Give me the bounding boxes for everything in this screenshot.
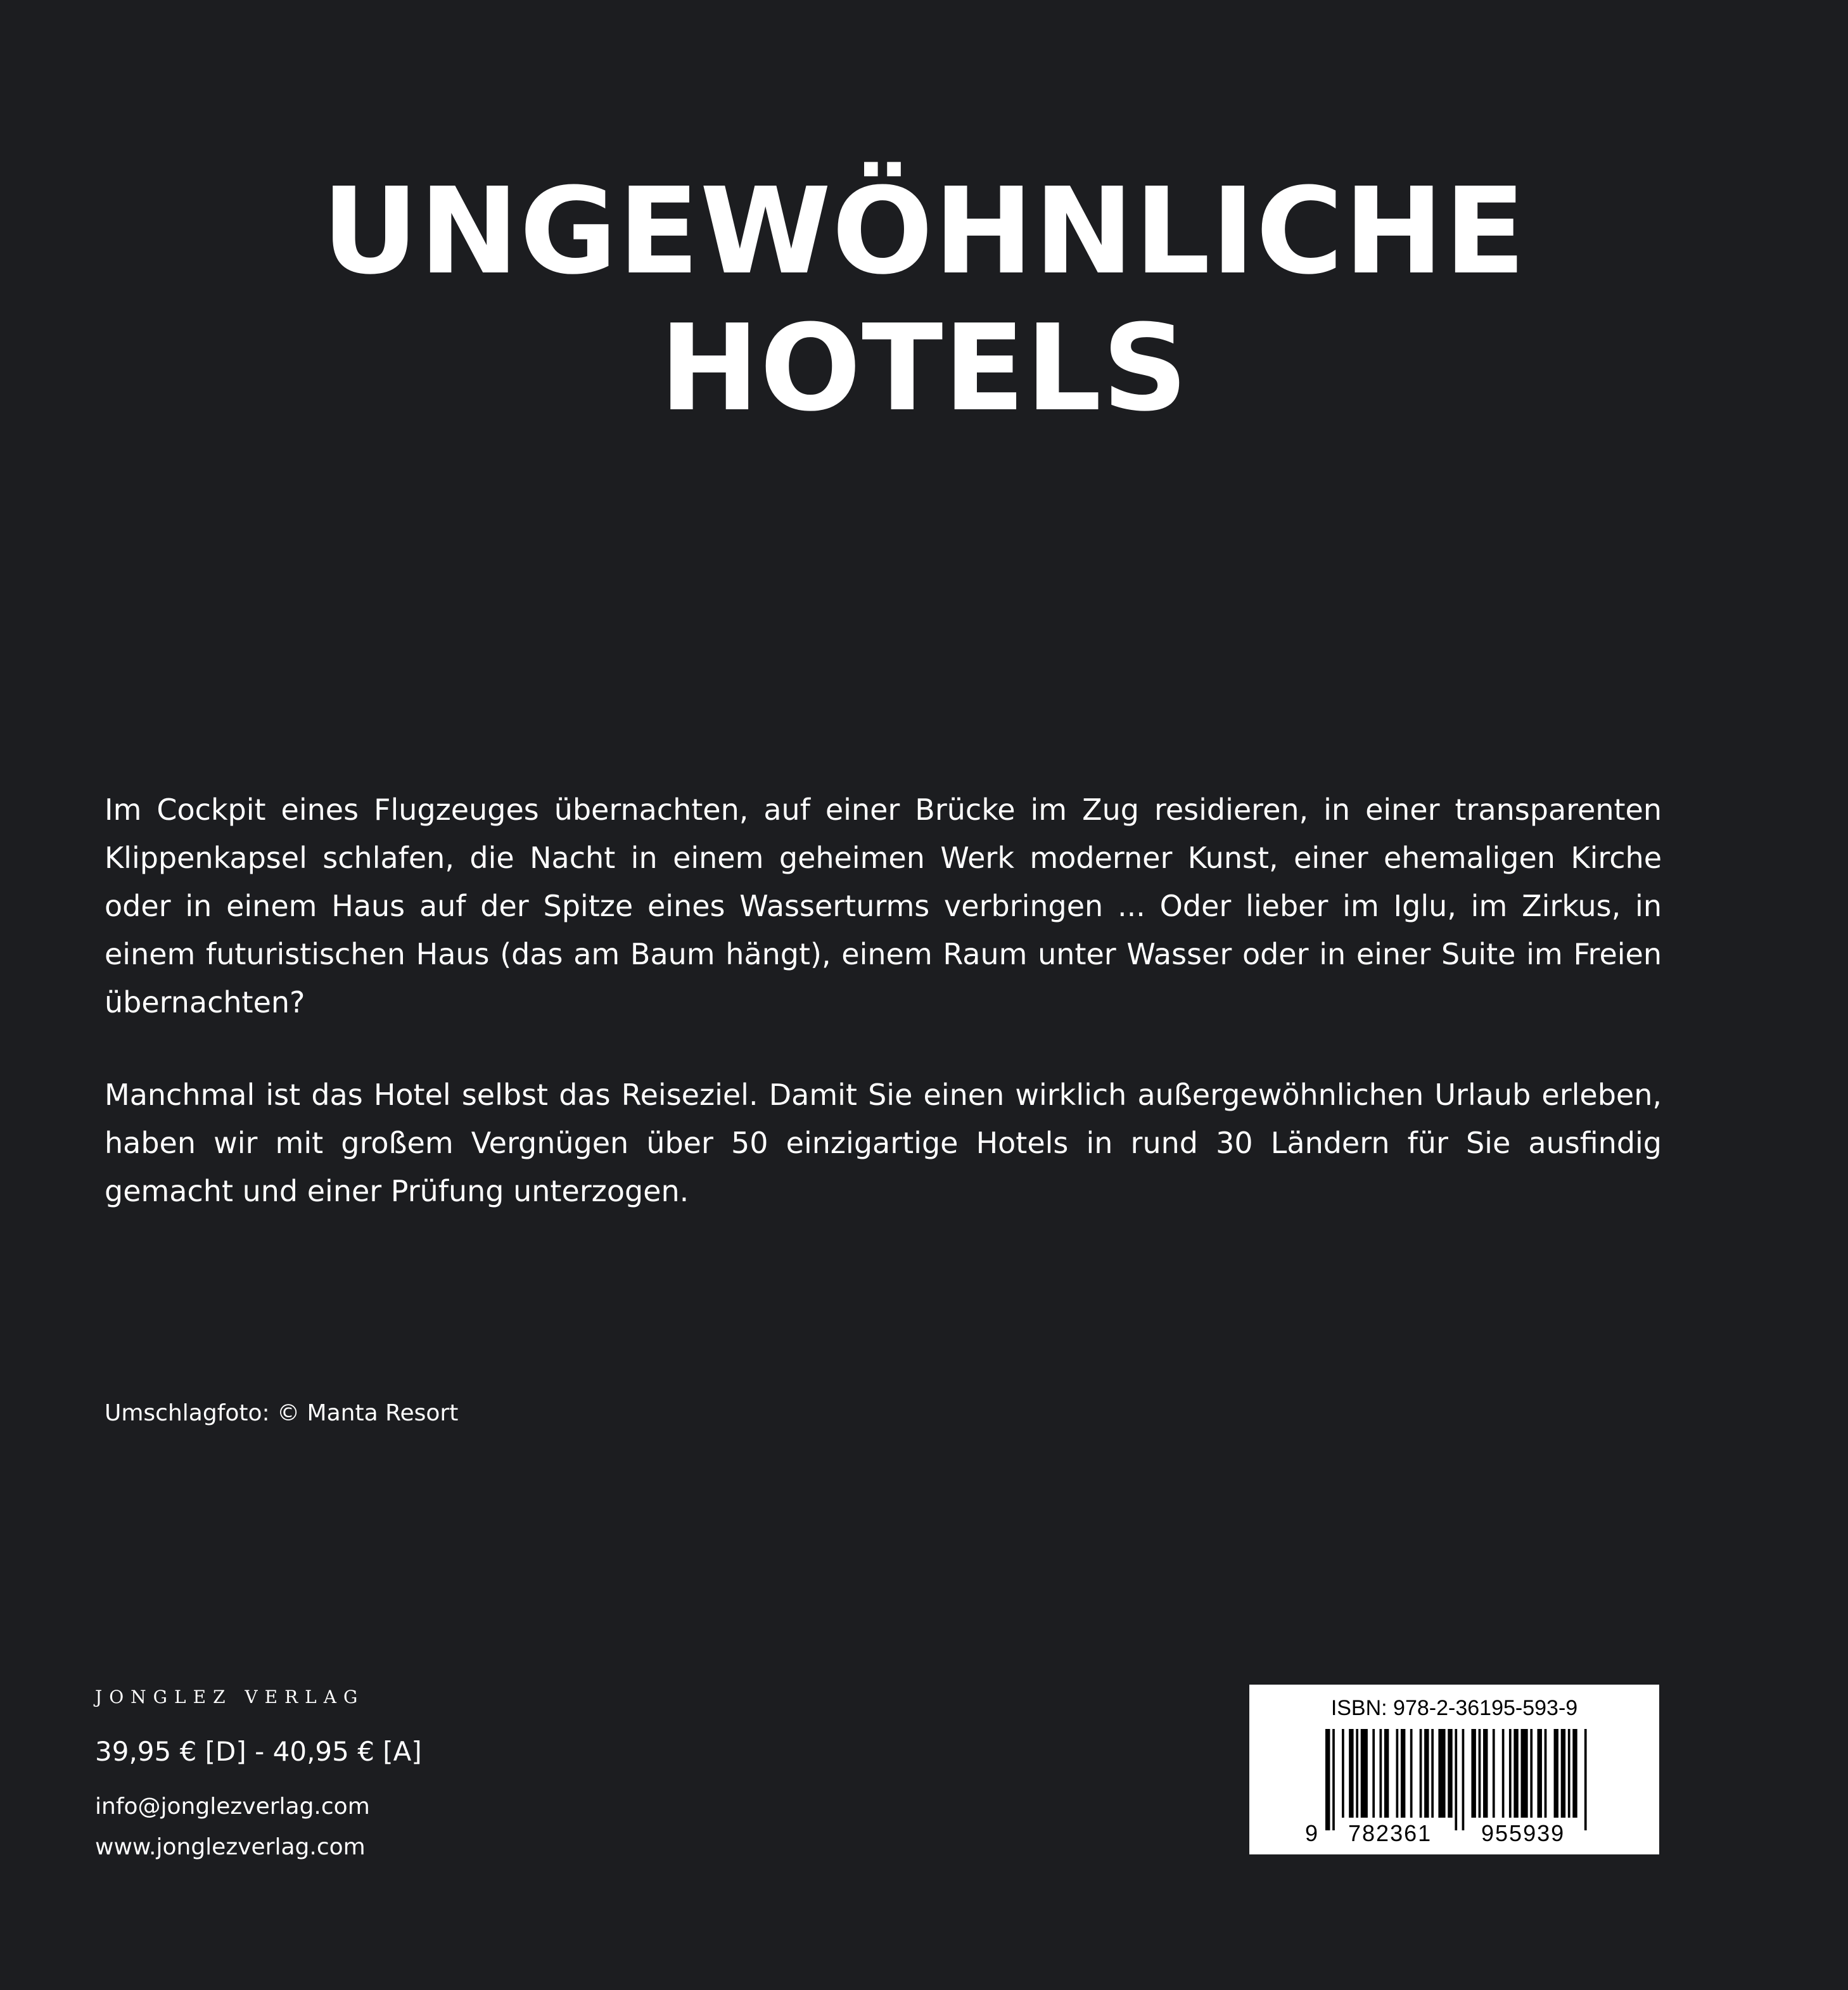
barcode-icon (1325, 1729, 1591, 1830)
isbn-barcode-box (1249, 1685, 1659, 1854)
barcode-bar (1372, 1729, 1375, 1818)
price: 39,95 € [D] - 40,95 € [A] (95, 1736, 422, 1767)
barcode-bar (1361, 1729, 1368, 1818)
barcode-bar (1349, 1729, 1353, 1818)
book-title-line-1: UNGEWÖHNLICHE (321, 162, 1527, 301)
barcode-bar (1471, 1729, 1475, 1818)
publisher-website: www.jonglezverlag.com (95, 1834, 366, 1860)
barcode-bar (1410, 1729, 1413, 1818)
description-paragraph-1: Im Cockpit eines Flugzeuges übernachten, auf einer Brücke im Zug residieren, in einer transparenten Klippenkapsel schlafen, die Nacht in einem geheimen Werk moderner Kunst, einer ehemaligen Kirche oder in einem Haus auf der Spitze eines Wasserturms verbringen ... Oder lieber im Iglu, im Zirkus, in einem futuristischen Haus (das am Baum hängt), einem Raum unter Wasser oder in einer Suite im Freien übernachten? (105, 793, 1662, 1019)
barcode-bar (1545, 1729, 1547, 1818)
barcode-bar (1554, 1729, 1558, 1818)
barcode-bar (1325, 1729, 1330, 1830)
barcode-bar (1448, 1729, 1452, 1818)
barcode-bar (1396, 1729, 1399, 1818)
barcode-bar (1420, 1729, 1422, 1818)
barcode-bar (1462, 1729, 1465, 1830)
barcode-bar (1530, 1729, 1533, 1818)
barcode-bar (1431, 1729, 1434, 1818)
barcode-bar (1438, 1729, 1445, 1818)
barcode-bar (1342, 1729, 1344, 1818)
barcode-bar (1424, 1729, 1429, 1818)
barcode-bar (1502, 1729, 1505, 1818)
barcode-bar (1384, 1729, 1389, 1818)
barcode-bar (1538, 1729, 1542, 1818)
barcode-bar (1401, 1729, 1405, 1818)
barcode-bar (1379, 1729, 1382, 1818)
publisher-email: info@jonglezverlag.com (95, 1794, 370, 1820)
barcode-digits-left: 782361 (1346, 1820, 1434, 1847)
barcode-bar (1332, 1729, 1335, 1830)
publisher-name: JONGLEZ VERLAG (95, 1687, 365, 1707)
barcode-bar (1572, 1729, 1577, 1818)
barcode-digits-right: 955939 (1479, 1820, 1567, 1847)
barcode-bar (1561, 1729, 1565, 1818)
barcode-bar (1455, 1729, 1457, 1830)
book-title-line-2: HOTELS (659, 299, 1189, 438)
barcode-bar (1479, 1729, 1481, 1818)
barcode-bar (1513, 1729, 1518, 1818)
barcode-bar (1568, 1729, 1571, 1818)
description-paragraph-2: Manchmal ist das Hotel selbst das Reiseziel. Damit Sie einen wirklich außergewöhnlichen Urlaub erleben, haben wir mit großem Vergnügen über 50 einzigartige Hotels in rund 30 Ländern für Sie ausfindig gemacht und einer Prüfung unterzogen. (105, 1078, 1662, 1208)
barcode-bar (1493, 1729, 1495, 1818)
photo-credit: Umschlagfoto: © Manta Resort (105, 1400, 459, 1426)
barcode-bar (1509, 1729, 1512, 1818)
barcode-digit-first: 9 (1303, 1820, 1320, 1847)
isbn-label: ISBN: 978-2-36195-593-9 (1330, 1696, 1578, 1720)
barcode-bar (1483, 1729, 1488, 1818)
barcode-bar (1584, 1729, 1587, 1830)
barcode-bar (1521, 1729, 1528, 1818)
barcode-bar (1356, 1729, 1358, 1818)
